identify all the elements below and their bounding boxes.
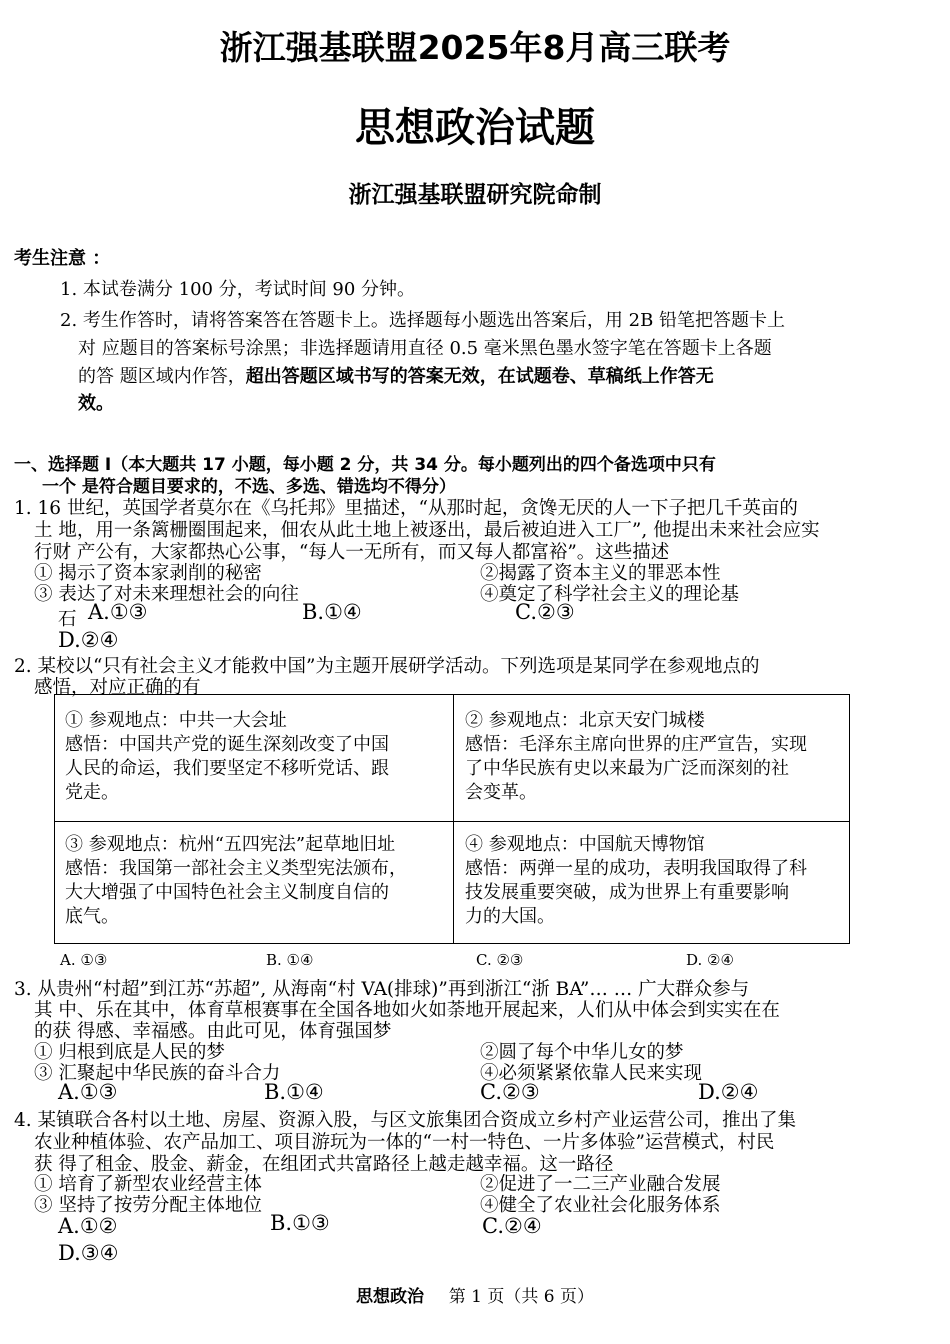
q4-statement-3: ③ 坚持了按劳分配主体地位 [34,1195,262,1216]
cell-line: 感悟：两弹一星的成功，表明我国取得了科 [465,858,807,879]
q2-cell-2 [465,709,807,805]
q1-stem-line-3: 行财 产公有，大家都热心公事，“每人一无所有，而又每人都富裕”。这些描述 [34,542,670,563]
q2-option-b: B. ①④ [266,951,314,969]
q1-statement-4-cont: 石 [58,609,77,630]
footer-page-number: 第 1 页（共 6 页） [448,1287,595,1307]
q2-option-d: D. ②④ [686,951,734,969]
cell-line: 感悟：中国共产党的诞生深刻改变了中国 [65,734,389,755]
q2-stem-line-2: 感悟，对应正确的有 [34,677,201,698]
q3-statement-2: ②圆了每个中华儿女的梦 [480,1042,684,1063]
cell-line: 感悟：我国第一部社会主义类型宪法颁布， [65,858,407,879]
cell-line: ② 参观地点：北京天安门城楼 [465,710,705,731]
q1-stem-line-2: 土 地，用一条篱栅圈围起来，佃农从此土地上被逐出，最后被迫进入工厂”, 他提出未来社会应实 [34,520,820,541]
cell-line: 了中华民族有史以来最为广泛而深刻的社 [465,758,789,779]
table-divider [55,821,849,822]
q1-option-a: A.①③ [88,600,148,624]
notice-item-1: 1. 本试卷满分 100 分，考试时间 90 分钟。 [60,279,416,300]
section-heading-line-1: 一、选择题 I（本大题共 17 小题，每小题 2 分，共 34 分。每小题列出的四个备选项中只有 [14,455,716,475]
q3-option-c: C.②③ [480,1080,540,1104]
q3-statement-1: ① 归根到底是人民的梦 [34,1042,225,1063]
cell-line: ③ 参观地点：杭州“五四宪法”起草地旧址 [65,834,396,855]
cell-line: 大大增强了中国特色社会主义制度自信的 [65,882,389,903]
q1-option-c: C.②③ [515,600,575,624]
notice-item-2-line-3 [78,362,714,388]
q3-stem-line-3: 的获 得感、幸福感。由此可见，体育强国梦 [34,1021,392,1042]
q4-option-c: C.②④ [482,1214,542,1238]
cell-line: 人民的命运，我们要坚定不移听党话、跟 [65,758,389,779]
notice-heading: 考生注意 ： [14,248,111,269]
q4-option-b: B.①③ [270,1211,330,1235]
cell-line: 力的大国。 [465,906,555,927]
q2-stem-line-1: 2. 某校以“只有社会主义才能救中国”为主题开展研学活动。下列选项是某同学在参观地点的 [14,656,760,677]
footer-subject: 思想政治 [355,1287,424,1307]
q2-visit-table [54,694,850,944]
q3-statement-4: ④必须紧紧依靠人民来实现 [480,1063,703,1084]
cell-line: ① 参观地点：中共一大会址 [65,710,287,731]
page-footer [0,1282,950,1307]
q2-option-a: A. ①③ [60,951,108,969]
q4-statement-4: ④健全了农业社会化服务体系 [480,1195,721,1216]
q1-statement-2: ②揭露了资本主义的罪恶本性 [480,563,721,584]
table-divider [453,695,454,943]
q2-cell-4 [465,833,807,929]
q2-cell-3 [65,833,407,929]
cell-line: 会变革。 [465,782,537,803]
notice-item-2-line-4: 效。 [78,393,114,414]
notice-item-2-line-2: 对 应题目的答案标号涂黑；非选择题请用直径 0.5 毫米黑色墨水签字笔在答题卡上各题 [78,338,772,359]
q2-cell-1 [65,709,389,805]
cell-line: 感悟：毛泽东主席向世界的庄严宣告，实现 [465,734,807,755]
notice-item-2-line-1: 2. 考生作答时，请将答案答在答题卡上。选择题每小题选出答案后，用 2B 铅笔把答题卡上 [60,310,786,331]
q4-option-d: D.③④ [58,1241,119,1265]
q1-statement-3: ③ 表达了对未来理想社会的向往 [34,584,299,605]
q4-option-a: A.①② [58,1214,118,1238]
q3-option-a: A.①③ [58,1080,118,1104]
q3-stem-line-2: 其 中、乐在其中，体育草根赛事在全国各地如火如荼地开展起来，人们从中体会到实实在在 [34,1000,780,1021]
cell-line: 技发展重要突破，成为世界上有重要影响 [465,882,789,903]
q1-option-b: B.①④ [302,600,362,624]
cell-line: 党走。 [65,782,119,803]
notice-item-2-bold: 超出答题区域书写的答案无效，在试题卷、草稿纸上作答无 [245,366,714,387]
q1-statement-1: ① 揭示了资本家剥削的秘密 [34,563,262,584]
q1-statement-4: ④奠定了科学社会主义的理论基 [480,584,740,605]
q1-stem-line-1: 1. 16 世纪，英国学者莫尔在《乌托邦》里描述，“从那时起，贪馋无厌的人一下子把几千英亩的 [14,498,798,519]
q3-statement-3: ③ 汇聚起中华民族的奋斗合力 [34,1063,281,1084]
cell-line: ④ 参观地点：中国航天博物馆 [465,834,705,855]
q1-option-d: D.②④ [58,628,119,652]
q4-stem-line-2: 农业种植体验、农产品加工、项目游玩为一体的“一村一特色、一片多体验”运营模式，村民 [34,1132,775,1153]
q2-option-c: C. ②③ [476,951,524,969]
exam-title: 浙江强基联盟2025年8月高三联考 [219,28,731,67]
q4-stem-line-1: 4. 某镇联合各村以土地、房屋、资源入股，与区文旅集团合资成立乡村产业运营公司，推出了集 [14,1110,797,1131]
exam-org: 浙江强基联盟研究院命制 [348,182,602,208]
subject-title: 思想政治试题 [355,105,595,151]
section-heading-line-2: 一个 是符合题目要求的，不选、多选、错选均不得分） [42,477,456,497]
q4-statement-1: ① 培育了新型农业经营主体 [34,1174,262,1195]
q4-statement-2: ②促进了一二三产业融合发展 [480,1174,721,1195]
q3-option-d: D.②④ [698,1080,759,1104]
cell-line: 底气。 [65,906,119,927]
q3-option-b: B.①④ [264,1080,324,1104]
notice-item-2-plain: 的答 题区域内作答， [78,366,246,387]
q3-stem-line-1: 3. 从贵州“村超”到江苏“苏超”, 从海南“村 VA(排球)”再到浙江“浙 BA”… … 广大群众参与 [14,979,750,1000]
q4-stem-line-3: 获 得了租金、股金、薪金，在组团式共富路径上越走越幸福。这一路径 [34,1154,614,1175]
